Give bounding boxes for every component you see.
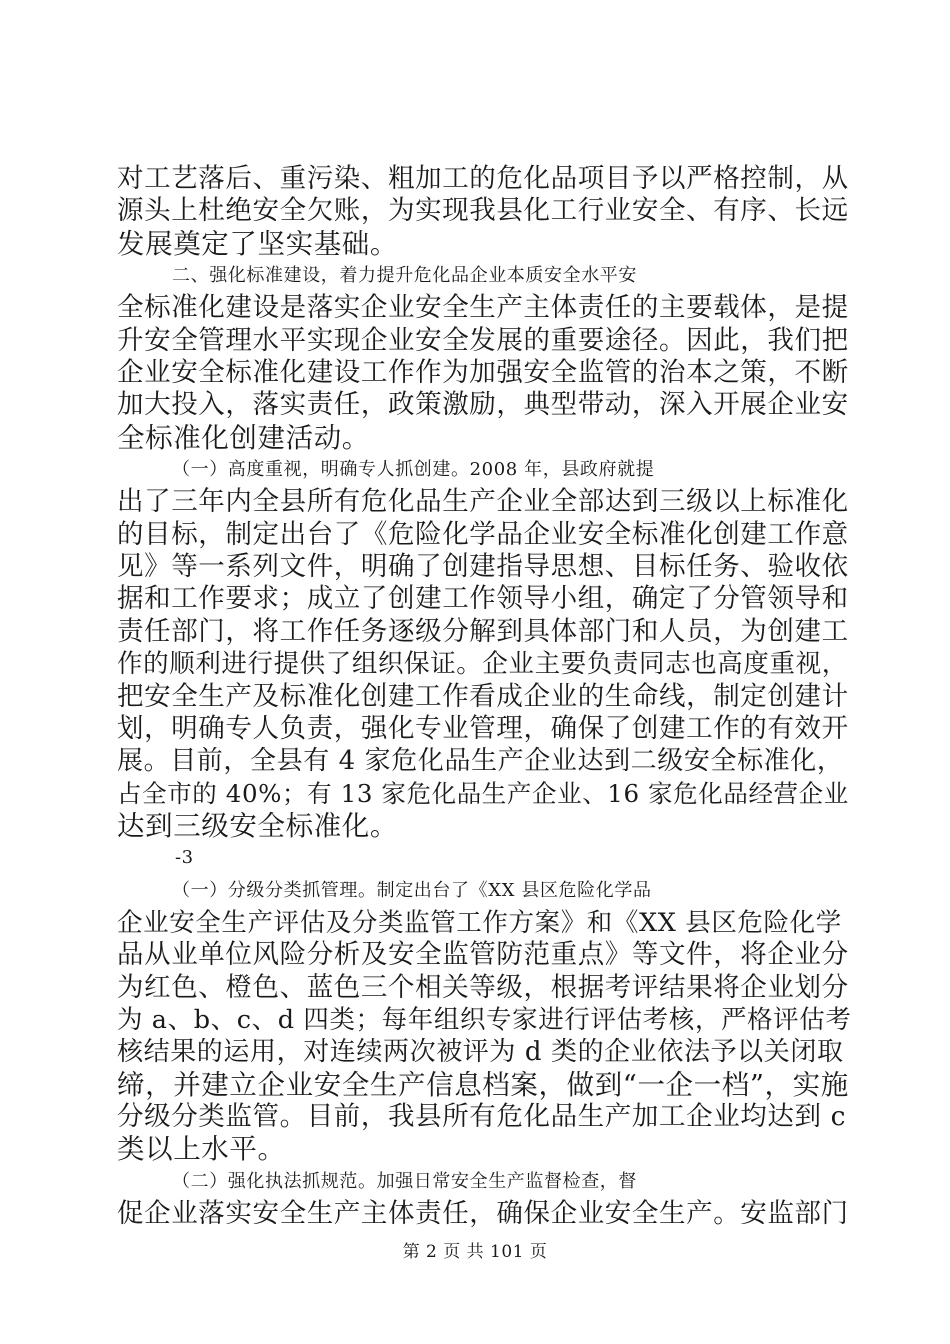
text-line: 作的顺利进行提供了组织保证。企业主要负责同志也高度重视， (117, 649, 848, 679)
text-line: 为红色、橙色、蓝色三个相关等级，根据考评结果将企业划分 (117, 972, 849, 1003)
paragraph-start: （一）分级分类抓管理。制定出台了《XX 县区危险化学品 (172, 880, 652, 901)
text-line: 加大投入，落实责任，政策激励，典型带动，深入开展企业安 (117, 389, 849, 420)
text-line: 企业安全标准化建设工作作为加强安全监管的治本之策，不断 (117, 357, 849, 388)
text-line: 升安全管理水平实现企业安全发展的重要途径。因此，我们把 (117, 325, 849, 356)
text-line: 的目标，制定出台了《危险化学品企业安全标准化创建工作意 (117, 519, 849, 550)
text-line: 达到三级安全标准化。 (117, 810, 398, 842)
text-line: 类以上水平。 (117, 1133, 286, 1165)
text-line: 促企业落实安全生产主体责任，确保企业安全生产。安监部门 (117, 1198, 849, 1229)
paragraph-start: （一）高度重视，明确专人抓创建。2008 年，县政府就提 (172, 459, 655, 480)
text-line: 全标准化建设是落实企业安全生产主体责任的主要载体，是提 (117, 292, 849, 323)
text-line: 出了三年内全县所有危化品生产企业全部达到三级以上标准化 (117, 486, 849, 517)
text-line: 品从业单位风险分析及安全监管防范重点》等文件，将企业分 (117, 939, 849, 970)
text-line: 为 a、b、c、d 四类；每年组织专家进行评估考核，严格评估考 (117, 1005, 852, 1035)
text-line: 对工艺落后、重污染、粗加工的危化品项目予以严格控制，从 (117, 163, 849, 194)
text-line: 占全市的 40%；有 13 家危化品生产企业、16 家危化品经营企业 (117, 779, 849, 808)
text-line: 全标准化创建活动。 (117, 422, 370, 454)
text-line: 把安全生产及标准化创建工作看成企业的生命线，制定创建计 (117, 681, 849, 712)
text-line: 据和工作要求；成立了创建工作领导小组，确定了分管领导和 (117, 583, 849, 614)
text-line: 责任部门，将工作任务逐级分解到具体部门和人员，为创建工 (117, 616, 849, 647)
text-line: 展。目前，全县有 4 家危化品生产企业达到二级安全标准化， (117, 746, 844, 776)
text-line: 发展奠定了坚实基础。 (117, 228, 398, 260)
paragraph-start: （二）强化执法抓规范。加强日常安全生产监督检查，督 (172, 1171, 637, 1192)
paragraph-heading: 二、强化标准建设，着力提升危化品企业本质安全水平安 (172, 265, 637, 286)
page-footer: 第 2 页 共 101 页 (402, 1242, 548, 1262)
text-line: 核结果的运用，对连续两次被评为 d 类的企业依法予以关闭取 (117, 1037, 844, 1067)
inline-page-marker: -3 (175, 847, 194, 868)
text-line: 见》等一系列文件，明确了创建指导思想、目标任务、验收依 (117, 551, 849, 582)
text-line: 划，明确专人负责，强化专业管理，确保了创建工作的有效开 (117, 713, 849, 744)
text-line: 企业安全生产评估及分类监管工作方案》和《XX 县区危险化学 (117, 908, 842, 938)
text-line: 分级分类监管。目前，我县所有危化品生产加工企业均达到 c (117, 1101, 847, 1132)
text-line: 缔，并建立企业安全生产信息档案，做到“一企一档”，实施 (117, 1069, 849, 1101)
text-line: 源头上杜绝安全欠账，为实现我县化工行业安全、有序、长远 (117, 195, 849, 226)
